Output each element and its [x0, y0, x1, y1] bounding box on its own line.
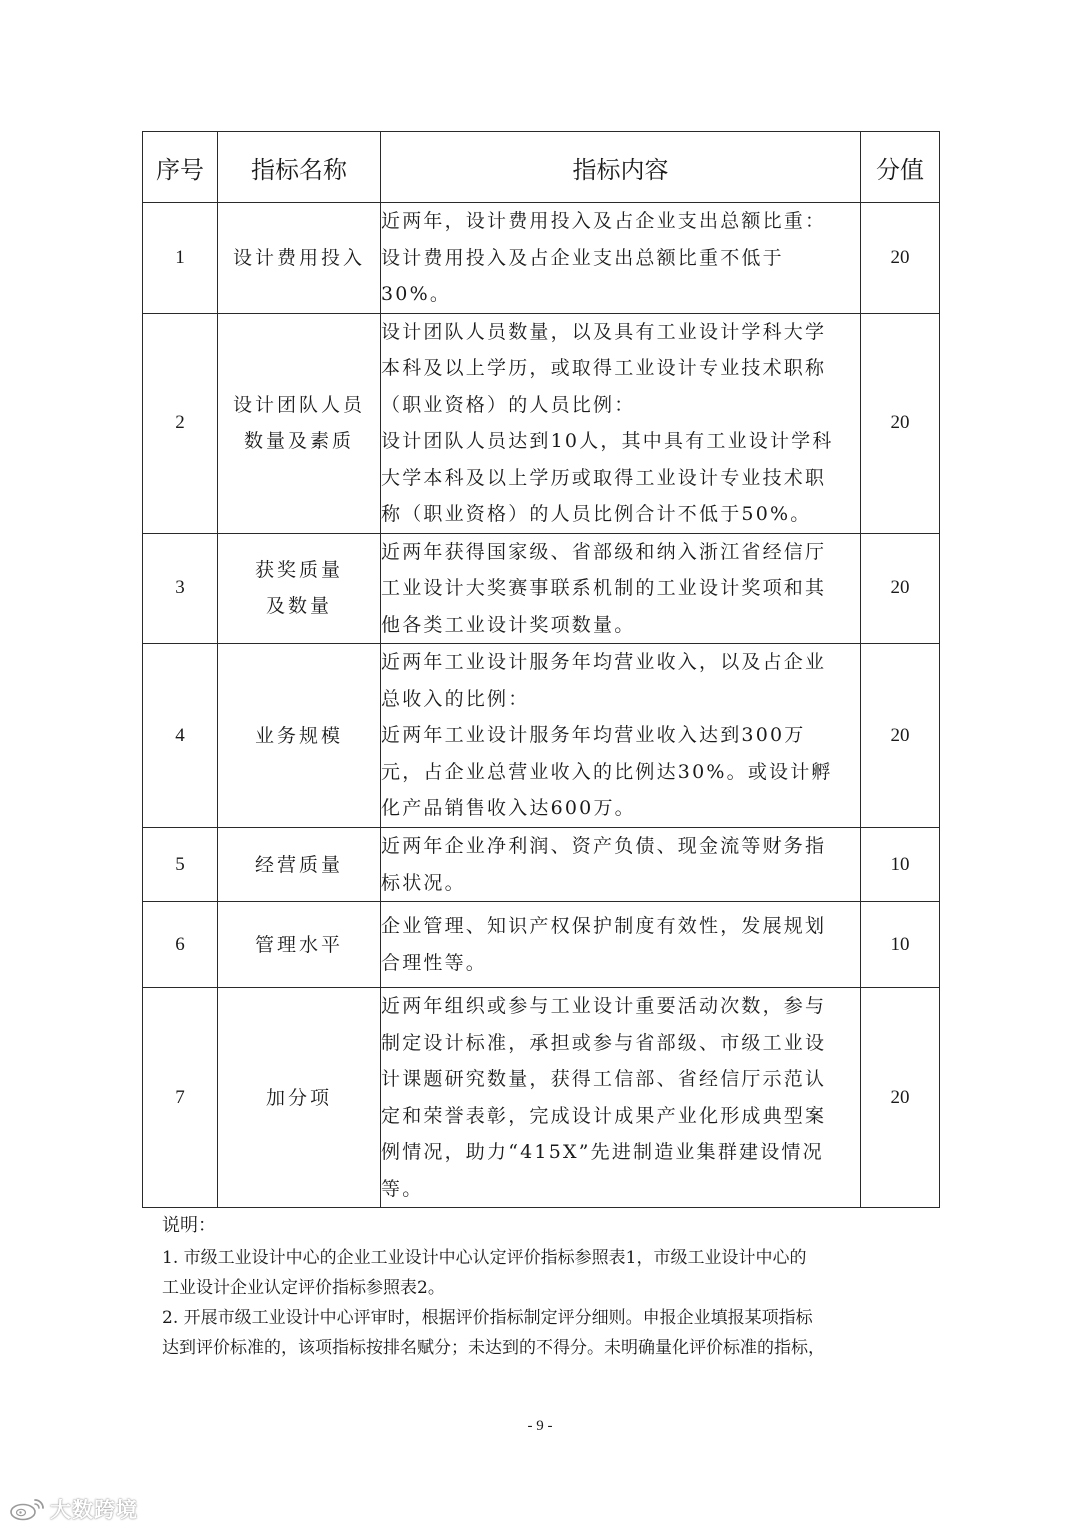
header-indicator-content: 指标内容 — [381, 132, 861, 203]
cell-score: 20 — [861, 313, 940, 533]
cell-indicator-content — [381, 902, 861, 988]
indicator-content-line: 总收入的比例： — [381, 687, 530, 710]
cell-score: 10 — [861, 902, 940, 988]
indicator-name-line: 设计团队人员 — [232, 394, 365, 416]
indicator-content-line: 近两年工业设计服务年均营业收入达到300万 — [381, 724, 806, 747]
cell-indicator-name — [218, 203, 381, 314]
indicator-content-line: 30%。 — [381, 283, 452, 305]
indicator-name-line: 加分项 — [265, 1086, 332, 1109]
cell-indicator-content — [381, 988, 861, 1208]
notes-items — [162, 1243, 922, 1363]
cell-serial: 4 — [143, 644, 218, 828]
cell-score: 20 — [861, 644, 940, 828]
indicator-content-line: （职业资格）的人员比例： — [381, 393, 636, 416]
indicator-content-line: 定和荣誉表彰，完成设计成果产业化形成典型案 — [381, 1104, 827, 1127]
indicator-content-line: 称（职业资格）的人员比例合计不低于50%。 — [381, 503, 812, 525]
table-row — [143, 988, 940, 1208]
watermark — [8, 1494, 138, 1524]
table-body — [143, 203, 940, 1208]
notes-section — [162, 1211, 922, 1363]
watermark-text: 大数跨境 — [50, 1498, 138, 1522]
table-row — [143, 533, 940, 644]
evaluation-table — [142, 131, 940, 1208]
indicator-content-line: 元，占企业总营业收入的比例达30%。或设计孵 — [381, 760, 833, 783]
indicator-content-line: 他各类工业设计奖项数量。 — [381, 613, 636, 636]
indicator-content-line: 等。 — [381, 1177, 424, 1200]
table-header-row — [143, 132, 940, 203]
notes-title: 说明： — [162, 1215, 216, 1236]
cell-score: 10 — [861, 828, 940, 902]
cell-serial: 7 — [143, 988, 218, 1208]
indicator-content-line: 近两年，设计费用投入及占企业支出总额比重： — [381, 210, 827, 232]
cell-indicator-name — [218, 902, 381, 988]
cell-indicator-content — [381, 533, 861, 644]
note-line: 工业设计企业认定评价指标参照表2。 — [162, 1278, 445, 1298]
indicator-content-line: 例情况，助力“415X”先进制造业集群建设情况 — [381, 1141, 824, 1163]
cell-serial: 6 — [143, 902, 218, 988]
indicator-content-line: 标状况。 — [381, 871, 466, 894]
indicator-content-line: 大学本科及以上学历或取得工业设计专业技术职 — [381, 466, 827, 489]
indicator-content-line: 近两年获得国家级、省部级和纳入浙江省经信厅 — [381, 540, 827, 563]
cell-serial: 5 — [143, 828, 218, 902]
indicator-content-line: 合理性等。 — [381, 951, 488, 974]
page-number: - 9 - — [527, 1418, 553, 1434]
indicator-content-line: 计课题研究数量，获得工信部、省经信厅示范认 — [381, 1068, 827, 1090]
table-row — [143, 313, 940, 533]
header-score: 分值 — [861, 132, 940, 203]
note-line: 达到评价标准的，该项指标按排名赋分；未达到的不得分。未明确量化评价标准的指标， — [162, 1338, 825, 1358]
table-row — [143, 644, 940, 828]
indicator-content-line: 设计团队人员数量，以及具有工业设计学科大学 — [381, 320, 827, 343]
cell-indicator-name — [218, 313, 381, 533]
indicator-name-line: 管理水平 — [254, 933, 343, 956]
indicator-name-line: 数量及素质 — [243, 430, 354, 452]
cell-score: 20 — [861, 203, 940, 314]
cell-indicator-content — [381, 313, 861, 533]
indicator-content-line: 设计团队人员达到10人，其中具有工业设计学科 — [381, 430, 834, 452]
indicator-name-line: 经营质量 — [254, 853, 343, 876]
cell-indicator-name — [218, 828, 381, 902]
cell-indicator-name — [218, 533, 381, 644]
indicator-content-line: 本科及以上学历，或取得工业设计专业技术职称 — [381, 357, 827, 379]
note-line: 2. 开展市级工业设计中心评审时，根据评价指标制定评分细则。申报企业填报某项指标 — [162, 1308, 813, 1328]
indicator-content-line: 化产品销售收入达600万。 — [381, 797, 636, 820]
table-row — [143, 203, 940, 314]
indicator-content-line: 制定设计标准，承担或参与省部级、市级工业设 — [381, 1031, 827, 1054]
cell-score: 20 — [861, 988, 940, 1208]
indicator-content-line: 近两年工业设计服务年均营业收入，以及占企业 — [381, 651, 827, 674]
indicator-name-line: 获奖质量 — [254, 559, 343, 582]
cell-indicator-content — [381, 828, 861, 902]
header-serial: 序号 — [143, 132, 218, 203]
cell-indicator-content — [381, 644, 861, 828]
indicator-content-line: 工业设计大奖赛事联系机制的工业设计奖项和其 — [381, 577, 827, 599]
table-row — [143, 902, 940, 988]
indicator-name-line: 及数量 — [265, 595, 332, 618]
cell-serial: 3 — [143, 533, 218, 644]
cell-indicator-content — [381, 203, 861, 314]
cell-serial: 2 — [143, 313, 218, 533]
cell-serial: 1 — [143, 203, 218, 314]
cell-indicator-name — [218, 988, 381, 1208]
indicator-content-line: 企业管理、知识产权保护制度有效性，发展规划 — [381, 915, 827, 937]
header-indicator-name: 指标名称 — [218, 132, 381, 203]
note-line: 1. 市级工业设计中心的企业工业设计中心认定评价指标参照表1，市级工业设计中心的 — [162, 1248, 807, 1268]
weibo-logo-icon — [8, 1497, 46, 1521]
indicator-content-line: 近两年企业净利润、资产负债、现金流等财务指 — [381, 835, 827, 857]
indicator-name-line: 业务规模 — [254, 724, 343, 747]
indicator-name-line: 设计费用投入 — [232, 246, 365, 269]
indicator-content-line: 近两年组织或参与工业设计重要活动次数，参与 — [381, 995, 827, 1017]
cell-score: 20 — [861, 533, 940, 644]
indicator-content-line: 设计费用投入及占企业支出总额比重不低于 — [381, 246, 784, 269]
cell-indicator-name — [218, 644, 381, 828]
table-row — [143, 828, 940, 902]
